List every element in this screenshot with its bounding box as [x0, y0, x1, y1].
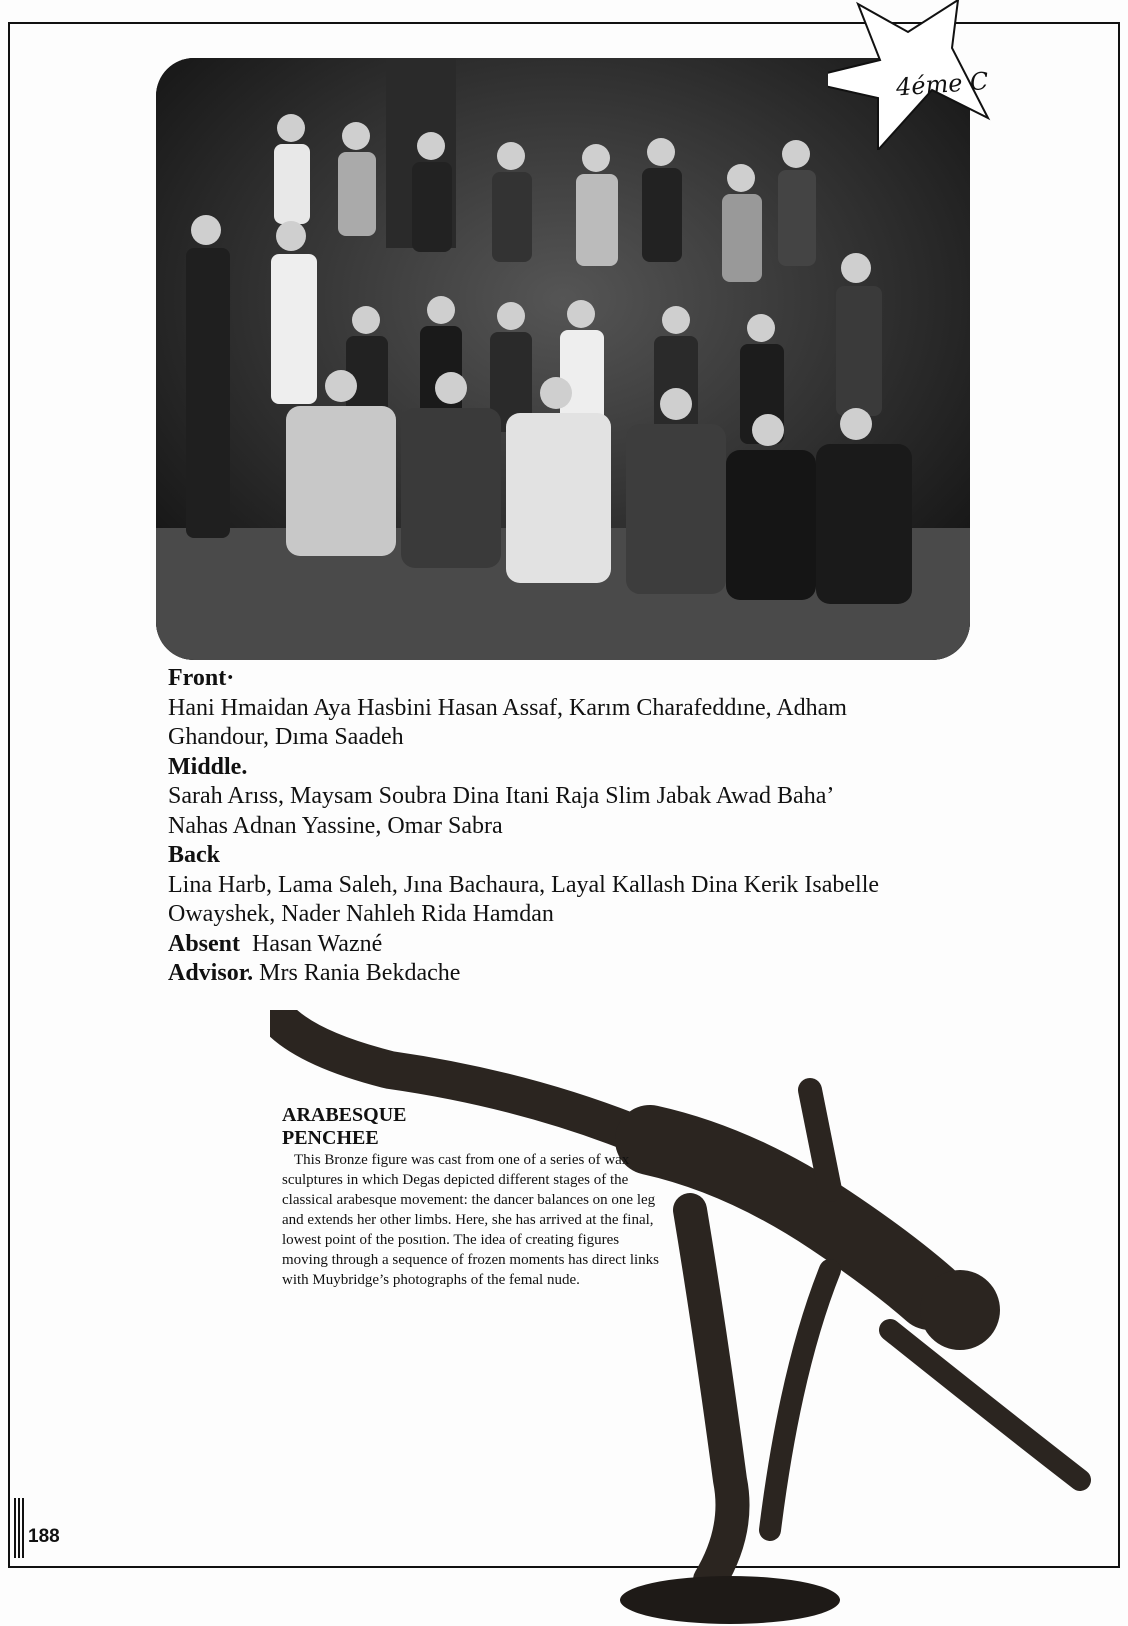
advisor-value: Mrs Rania Bekdache	[259, 960, 461, 986]
statue-caption	[282, 1104, 662, 1290]
class-badge-label: 4éme C	[895, 67, 990, 102]
bronze-dancer-statue	[270, 1010, 1110, 1626]
class-roster	[168, 664, 958, 989]
middle-names-line2: Nahas Adnan Yassine, Omar Sabra	[168, 812, 503, 839]
absent-heading: Absent	[168, 930, 241, 957]
back-heading: Back	[168, 842, 221, 868]
absent-value: Hasan Wazné	[252, 930, 383, 957]
front-names-line2: Ghandour, Dıma Saadeh	[168, 724, 404, 750]
page-number-bars	[14, 1498, 26, 1558]
caption-title-line2: PENCHEE	[282, 1127, 379, 1149]
front-names-line1: Hani Hmaidan Aya Hasbini Hasan Assaf, Karım Charafeddıne, Adham	[168, 694, 847, 721]
middle-heading: Middle.	[168, 753, 248, 780]
advisor-heading: Advisor.	[168, 960, 254, 986]
caption-title-line1: ARABESQUE	[282, 1104, 407, 1126]
caption-body: This Bronze figure was cast from one of a series of wax sculptures in which Degas depicted different stages of the classical arabesque movement: the dancer balances on one leg and extends her other limbs. Here, she has arrived at the final, lowest point of the posıtion. The idea of creating figures moving through a sequence of frozen moments has direct links with Muybridge’s photographs of the femal nude.	[282, 1152, 659, 1288]
back-names-line2: Owayshek, Nader Nahleh Rida Hamdan	[168, 901, 554, 927]
front-heading: Front·	[168, 665, 235, 691]
back-names-line1: Lina Harb, Lama Saleh, Jına Bachaura, Layal Kallash Dina Kerik Isabelle	[168, 871, 880, 898]
middle-names-line1: Sarah Arıss, Maysam Soubra Dina Itani Raja Slim Jabak Awad Baha’	[168, 783, 835, 809]
page-number: 188	[28, 1526, 60, 1547]
